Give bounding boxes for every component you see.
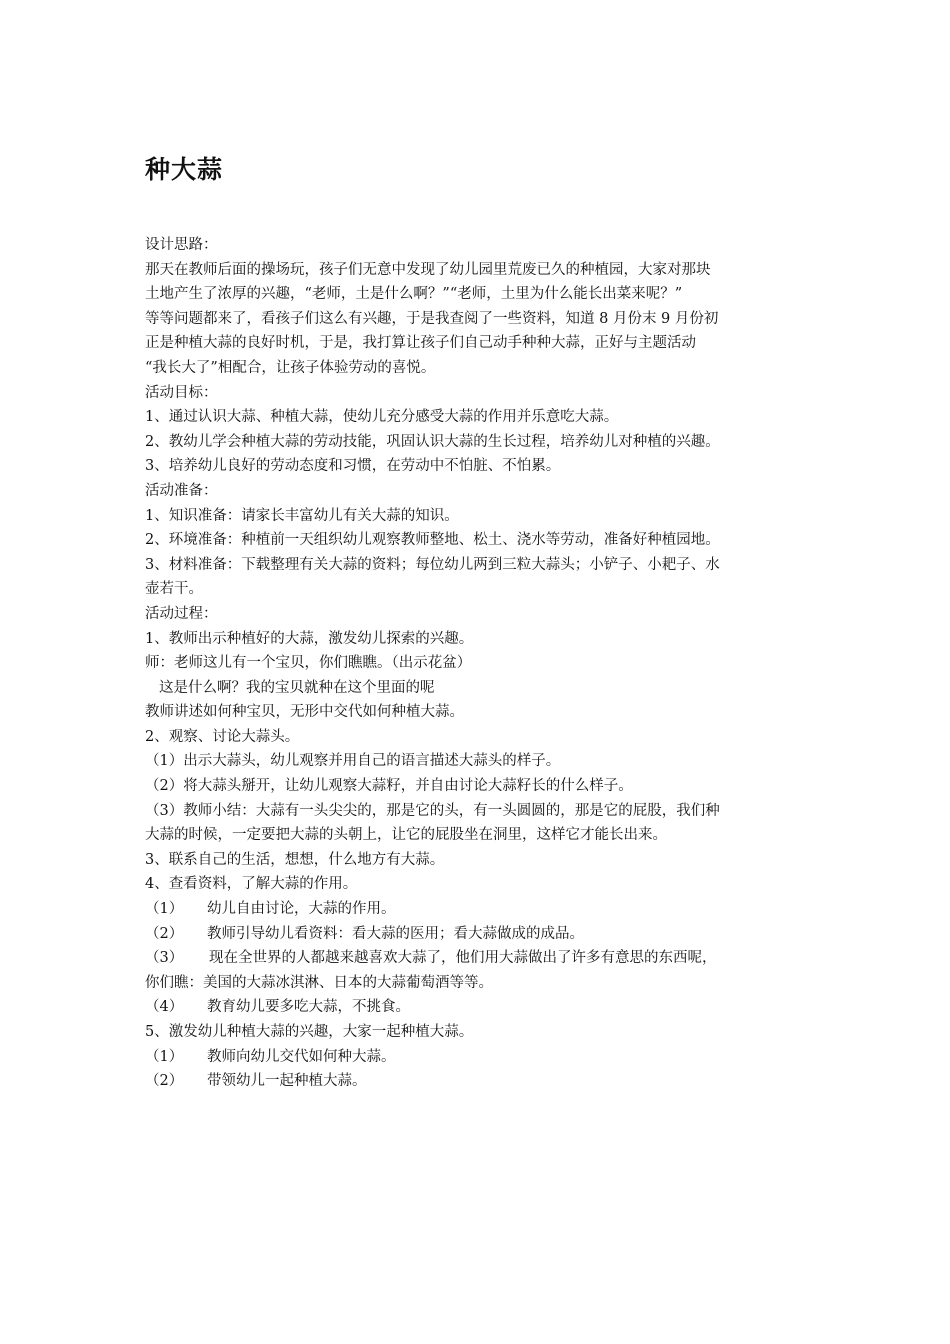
sub-list-item <box>145 946 810 971</box>
sub-list-item: （3）教师小结：大蒜有一头尖尖的，那是它的头，有一头圆圆的，那是它的屁股，我们种 <box>145 802 720 819</box>
sub-list-item <box>145 1069 810 1094</box>
sub-list-item <box>145 995 810 1020</box>
list-item: 1、知识准备：请家长丰富幼儿有关大蒜的知识。 <box>145 507 459 524</box>
paragraph-line: 大蒜的时候，一定要把大蒜的头朝上，让它的屁股坐在洞里，这样它才能长出来。 <box>145 827 667 844</box>
sub-list-text: 带领幼儿一起种植大蒜。 <box>207 1073 367 1090</box>
list-item: 1、教师出示种植好的大蒜，激发幼儿探索的兴趣。 <box>145 630 474 647</box>
sub-list-text: 教师引导幼儿看资料：看大蒜的医用；看大蒜做成的成品。 <box>207 925 584 942</box>
sub-list-number: （2） <box>145 925 184 942</box>
paragraph-line: 那天在教师后面的操场玩，孩子们无意中发现了幼儿园里荒废已久的种植园，大家对那块 <box>145 261 711 278</box>
sub-list-item <box>145 1045 810 1070</box>
paragraph-line: 这是什么啊？我的宝贝就种在这个里面的呢 <box>159 679 435 696</box>
list-item: 1、通过认识大蒜、种植大蒜，使幼儿充分感受大蒜的作用并乐意吃大蒜。 <box>145 409 619 426</box>
paragraph-line: “我长大了”相配合，让孩子体验劳动的喜悦。 <box>145 359 436 376</box>
paragraph-line: 等等问题都来了，看孩子们这么有兴趣，于是我查阅了一些资料，知道 8 月份末 9 月份初 <box>145 310 719 327</box>
list-item: 3、培养幼儿良好的劳动态度和习惯，在劳动中不怕脏、不怕累。 <box>145 458 561 475</box>
section-heading: 活动过程： <box>145 605 218 622</box>
list-item: 2、观察、讨论大蒜头。 <box>145 728 300 745</box>
list-item: 3、联系自己的生活，想想，什么地方有大蒜。 <box>145 851 445 868</box>
section-heading: 设计思路： <box>145 237 218 253</box>
paragraph-line: 正是种植大蒜的良好时机，于是，我打算让孩子们自己动手种种大蒜，正好与主题活动 <box>145 335 696 352</box>
paragraph-line: 教师讲述如何种宝贝，无形中交代如何种植大蒜。 <box>145 704 464 721</box>
paragraph-line: 师：老师这儿有一个宝贝，你们瞧瞧。（出示花盆） <box>145 655 472 672</box>
sub-list-text: 现在全世界的人都越来越喜欢大蒜了，他们用大蒜做出了许多有意思的东西呢， <box>209 950 717 967</box>
document-body <box>145 233 810 1094</box>
sub-list-item: （2）将大蒜头掰开，让幼儿观察大蒜籽，并自由讨论大蒜籽长的什么样子。 <box>145 778 633 795</box>
sub-list-text: 幼儿自由讨论，大蒜的作用。 <box>207 901 396 918</box>
paragraph-line: 土地产生了浓厚的兴趣，“老师，土是什么啊？”“老师，土里为什么能长出菜来呢？” <box>145 286 683 303</box>
sub-list-number: （3） <box>145 950 184 967</box>
sub-list-number: （4） <box>145 999 184 1016</box>
sub-list-item <box>145 922 810 947</box>
list-item: 3、材料准备：下载整理有关大蒜的资料；每位幼儿两到三粒大蒜头；小铲子、小耙子、水 <box>145 556 720 573</box>
section-heading: 活动准备： <box>145 482 218 499</box>
list-item: 2、环境准备：种植前一天组织幼儿观察教师整地、松土、浇水等劳动，准备好种植园地。 <box>145 532 720 549</box>
sub-list-item: （1）出示大蒜头，幼儿观察并用自己的语言描述大蒜头的样子。 <box>145 753 561 770</box>
sub-list-number: （1） <box>145 901 184 918</box>
paragraph-line: 你们瞧：美国的大蒜冰淇淋、日本的大蒜葡萄酒等等。 <box>145 974 493 991</box>
sub-list-number: （1） <box>145 1048 184 1065</box>
list-item: 2、教幼儿学会种植大蒜的劳动技能，巩固认识大蒜的生长过程，培养幼儿对种植的兴趣。 <box>145 433 720 450</box>
list-item: 4、查看资料，了解大蒜的作用。 <box>145 876 358 893</box>
sub-list-text: 教育幼儿要多吃大蒜，不挑食。 <box>207 999 410 1016</box>
document-title: 种大蒜 <box>145 155 224 184</box>
list-item: 壶若干。 <box>145 581 203 598</box>
sub-list-number: （2） <box>145 1073 184 1090</box>
list-item: 5、激发幼儿种植大蒜的兴趣，大家一起种植大蒜。 <box>145 1024 474 1040</box>
sub-list-item <box>145 897 810 922</box>
sub-list-text: 教师向幼儿交代如何种大蒜。 <box>207 1048 396 1065</box>
section-heading: 活动目标： <box>145 384 218 401</box>
